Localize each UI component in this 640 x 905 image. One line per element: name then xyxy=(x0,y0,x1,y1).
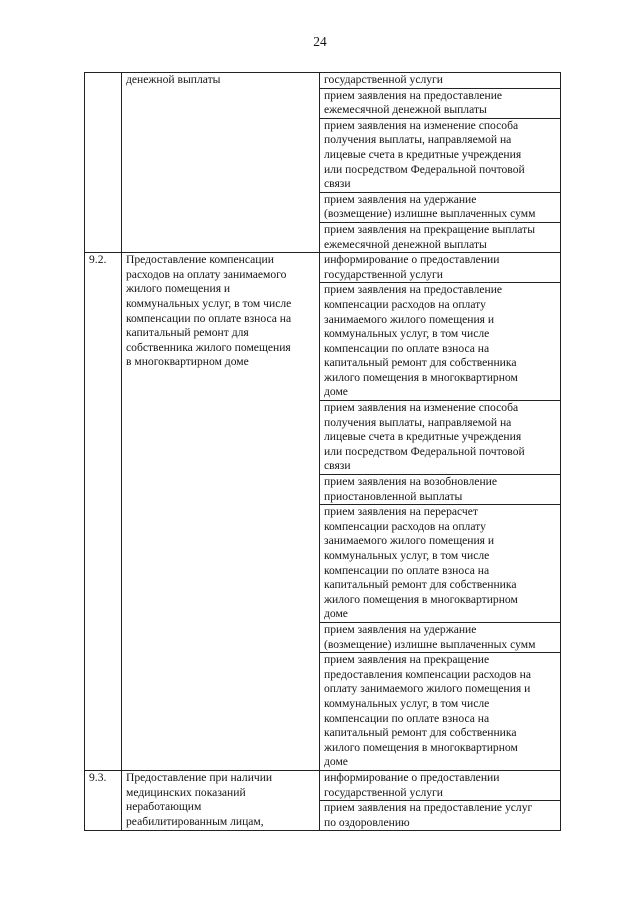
subservice-line: или посредством Федеральной почтовой xyxy=(324,444,525,458)
subservice-line: прием заявления на удержание xyxy=(324,622,477,636)
subservice-line: капитальный ремонт для собственника xyxy=(324,356,517,370)
item-number-cell xyxy=(85,73,122,253)
subservice-line: компенсации по оплате взноса на xyxy=(324,563,490,577)
subservice-cell xyxy=(320,192,561,222)
subservice-line: компенсации расходов на оплату xyxy=(324,297,486,311)
subservice-line: занимаемого жилого помещения и xyxy=(324,534,495,548)
table-row xyxy=(85,770,561,800)
subservice-cell xyxy=(320,475,561,505)
services-table-body xyxy=(85,73,561,831)
subservice-line: капитальный ремонт для собственника xyxy=(324,726,517,740)
subservice-cell xyxy=(320,653,561,771)
subservice-line: прием заявления на предоставление xyxy=(324,88,503,102)
subservice-line: государственной услуги xyxy=(324,267,444,281)
subservice-cell xyxy=(320,505,561,623)
subservice-line: получения выплаты, направляемой на xyxy=(324,133,512,147)
item-number-cell: 9.2. xyxy=(85,253,122,771)
subservice-line: связи xyxy=(324,459,351,473)
subservice-line: прием заявления на прекращение xyxy=(324,653,490,667)
subservice-line: жилого помещения в многоквартирном xyxy=(324,592,518,606)
subservice-cell xyxy=(320,253,561,283)
subservice-line: занимаемого жилого помещения и xyxy=(324,312,495,326)
subservice-line: информирование о предоставлении xyxy=(324,253,500,267)
subservice-line: коммунальных услуг, в том числе xyxy=(324,327,490,341)
subservice-line: компенсации расходов на оплату xyxy=(324,519,486,533)
subservice-line: ежемесячной денежной выплаты xyxy=(324,103,487,117)
service-name-line: капитальный ремонт для xyxy=(126,326,249,340)
subservice-line: лицевые счета в кредитные учреждения xyxy=(324,430,522,444)
service-name-line: медицинских показаний xyxy=(126,785,246,799)
service-name-line: жилого помещения и xyxy=(126,282,231,296)
service-name-line: Предоставление при наличии xyxy=(126,770,273,784)
subservice-line: (возмещение) излишне выплаченных сумм xyxy=(324,637,536,651)
subservice-cell xyxy=(320,118,561,192)
subservice-cell xyxy=(320,770,561,800)
subservice-line: прием заявления на предоставление услуг xyxy=(324,801,533,815)
service-name-cell xyxy=(122,770,320,830)
subservice-line: прием заявления на перерасчет xyxy=(324,505,478,519)
service-name-line: расходов на оплату занимаемого xyxy=(126,267,287,281)
subservice-line: коммунальных услуг, в том числе xyxy=(324,696,490,710)
service-name-line: коммунальных услуг, в том числе xyxy=(126,296,292,310)
subservice-line: информирование о предоставлении xyxy=(324,770,500,784)
subservice-line: по оздоровлению xyxy=(324,815,410,829)
service-name-line: денежной выплаты xyxy=(126,73,221,86)
subservice-line: жилого помещения в многоквартирном xyxy=(324,370,518,384)
subservice-line: жилого помещения в многоквартирном xyxy=(324,740,518,754)
subservice-line: (возмещение) излишне выплаченных сумм xyxy=(324,207,536,221)
table-row xyxy=(85,253,561,283)
subservice-line: доме xyxy=(324,607,348,621)
service-name-line: Предоставление компенсации xyxy=(126,253,274,267)
subservice-line: прием заявления на удержание xyxy=(324,192,477,206)
subservice-line: государственной услуги xyxy=(324,785,444,799)
subservice-line: доме xyxy=(324,755,348,769)
services-table xyxy=(84,72,561,831)
service-name-line: собственника жилого помещения xyxy=(126,340,291,354)
subservice-line: предоставления компенсации расходов на xyxy=(324,667,531,681)
service-name-cell xyxy=(122,73,320,253)
subservice-line: прием заявления на изменение способа xyxy=(324,118,519,132)
subservice-cell xyxy=(320,401,561,475)
service-name-cell xyxy=(122,253,320,771)
service-name-line: реабилитированным лицам, xyxy=(126,814,264,828)
subservice-line: доме xyxy=(324,385,348,399)
service-name-line: неработающим xyxy=(126,800,202,814)
subservice-line: прием заявления на предоставление xyxy=(324,283,503,297)
subservice-line: прием заявления на прекращение выплаты xyxy=(324,222,535,236)
subservice-line: компенсации по оплате взноса на xyxy=(324,341,490,355)
subservice-line: государственной услуги xyxy=(324,73,444,86)
subservice-line: компенсации по оплате взноса на xyxy=(324,711,490,725)
subservice-line: прием заявления на возобновление xyxy=(324,475,497,489)
subservice-cell xyxy=(320,283,561,401)
page-number: 24 xyxy=(313,34,327,49)
service-name-line: компенсации по оплате взноса на xyxy=(126,311,292,325)
subservice-line: оплату занимаемого жилого помещения и xyxy=(324,682,531,696)
subservice-cell xyxy=(320,88,561,118)
subservice-line: прием заявления на изменение способа xyxy=(324,401,519,415)
subservice-cell xyxy=(320,801,561,831)
subservice-line: ежемесячной денежной выплаты xyxy=(324,237,487,251)
item-number-cell: 9.3. xyxy=(85,770,122,830)
subservice-line: или посредством Федеральной почтовой xyxy=(324,162,525,176)
subservice-line: приостановленной выплаты xyxy=(324,489,463,503)
subservice-line: капитальный ремонт для собственника xyxy=(324,578,517,592)
subservice-line: связи xyxy=(324,177,351,191)
table-row xyxy=(85,73,561,89)
subservice-cell xyxy=(320,222,561,252)
subservice-line: коммунальных услуг, в том числе xyxy=(324,549,490,562)
subservice-cell xyxy=(320,73,561,89)
service-name-line: в многоквартирном доме xyxy=(126,355,249,369)
subservice-line: лицевые счета в кредитные учреждения xyxy=(324,147,522,161)
subservice-line: получения выплаты, направляемой на xyxy=(324,415,512,429)
subservice-cell xyxy=(320,622,561,652)
